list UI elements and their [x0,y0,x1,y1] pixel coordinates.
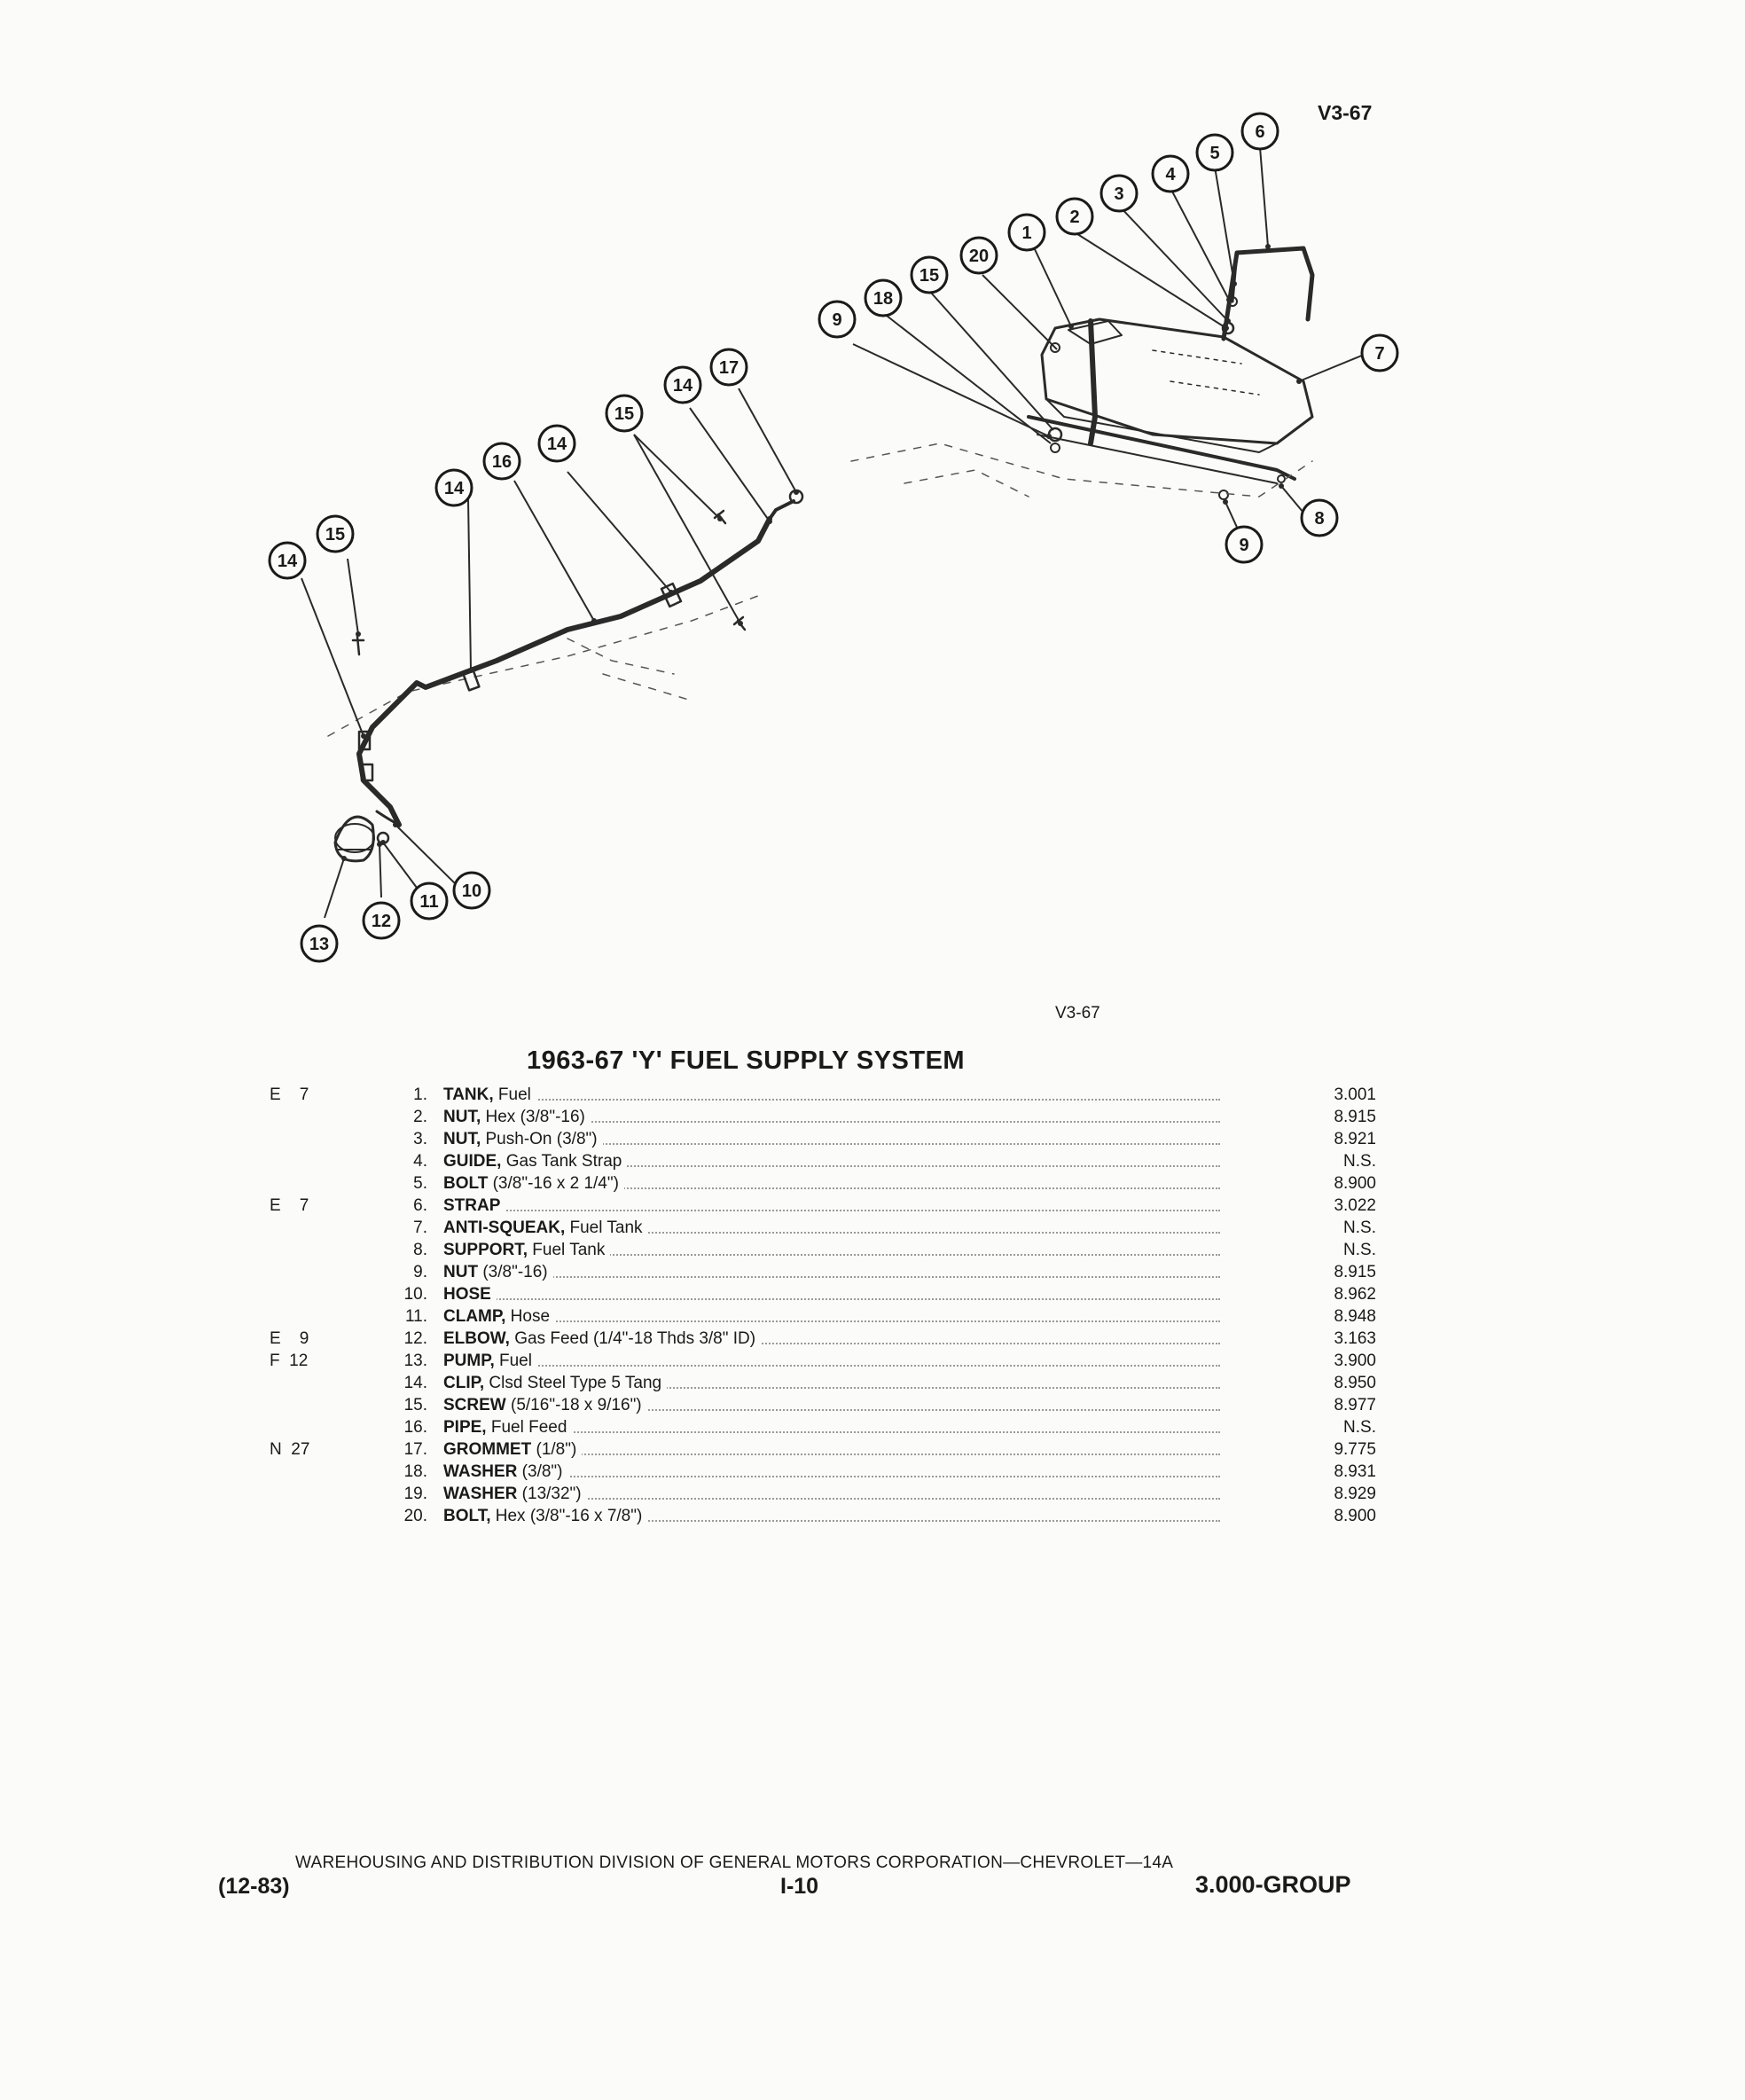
part-description [443,1305,1220,1328]
svg-text:14: 14 [277,552,298,571]
part-group-number: 3.001 [1334,1085,1376,1104]
svg-text:15: 15 [325,525,346,545]
part-row [0,1505,1745,1527]
part-row [0,1328,1745,1350]
part-name: TANK, [443,1085,494,1104]
part-detail: (3/8") [517,1462,563,1481]
part-number: 7. [413,1218,427,1237]
part-group-number: 8.921 [1334,1130,1376,1148]
part-detail: Fuel [493,1085,531,1104]
callout-18 [865,280,901,316]
fuel-tank-drawing [1029,248,1312,499]
part-name: SUPPORT, [443,1241,528,1259]
callout-1 [1009,215,1045,250]
part-group-number: 8.900 [1334,1174,1376,1193]
part-detail: (13/32") [517,1485,582,1503]
svg-text:14: 14 [546,435,567,454]
part-row [0,1195,1745,1217]
part-location-ref: E 7 [270,1196,309,1215]
svg-text:8: 8 [1314,509,1325,529]
page-title: 1963-67 'Y' FUEL SUPPLY SYSTEM [527,1046,966,1075]
part-description [443,1217,1220,1239]
part-description [443,1150,1220,1172]
callout-12 [364,903,399,938]
part-description [443,1505,1220,1527]
svg-text:13: 13 [309,935,330,954]
callout-14-a [270,543,305,578]
svg-text:17: 17 [718,358,739,378]
part-detail: Gas Tank Strap [501,1152,622,1171]
svg-text:15: 15 [919,266,940,286]
part-group-number: 8.950 [1334,1374,1376,1392]
part-number: 11. [404,1307,427,1326]
part-detail: Push-On (3/8") [481,1130,598,1148]
svg-text:20: 20 [968,247,990,266]
part-name: PIPE, [443,1418,487,1437]
part-group-number: 8.915 [1334,1263,1376,1281]
callout-4 [1153,156,1188,192]
part-name: WASHER [443,1485,518,1503]
svg-text:9: 9 [1239,536,1249,555]
part-name: NUT [443,1263,479,1281]
part-description [443,1483,1220,1505]
part-detail: Hex (3/8"-16 x 7/8") [490,1507,643,1525]
callout-14-d [665,367,700,403]
part-detail: Gas Feed (1/4"-18 Thds 3/8" ID) [509,1329,756,1348]
part-number: 9. [413,1263,427,1281]
part-detail: Hose [505,1307,551,1326]
callout-14-c [539,426,575,461]
svg-text:16: 16 [491,452,513,472]
part-number: 1. [413,1085,427,1104]
svg-text:2: 2 [1069,208,1080,227]
part-row [0,1438,1745,1461]
part-number: 4. [413,1152,427,1171]
part-description [443,1128,1220,1150]
part-number: 2. [413,1108,427,1126]
part-detail: Fuel [494,1352,532,1370]
part-description [443,1350,1220,1372]
svg-text:12: 12 [371,912,392,931]
part-name: BOLT [443,1174,489,1193]
illustration-code-top: V3-67 [1318,101,1373,124]
part-row [0,1394,1745,1416]
svg-text:10: 10 [461,882,482,901]
part-number: 17. [403,1440,427,1459]
part-name: BOLT, [443,1507,491,1525]
svg-text:14: 14 [443,479,465,498]
part-row [0,1172,1745,1195]
callout-14-b [436,470,472,505]
part-detail: Hex (3/8"-16) [481,1108,585,1126]
part-name: CLIP, [443,1374,485,1392]
part-name: PUMP, [443,1352,495,1370]
part-detail: Fuel Feed [486,1418,567,1437]
svg-text:11: 11 [419,892,439,912]
svg-text:1: 1 [1021,223,1032,243]
part-number: 16. [403,1418,427,1437]
part-location-ref: F 12 [270,1352,309,1370]
callout-8 [1302,500,1337,536]
callout-6 [1242,114,1278,149]
svg-text:7: 7 [1374,344,1385,364]
part-row [0,1350,1745,1372]
part-row [0,1283,1745,1305]
callout-13 [301,926,337,961]
part-row [0,1239,1745,1261]
part-number: 18. [403,1462,427,1481]
part-number: 12. [403,1329,427,1348]
part-row [0,1461,1745,1483]
part-group-number: N.S. [1343,1241,1376,1259]
callout-16 [484,443,520,479]
callout-11 [411,883,447,919]
part-description [443,1172,1220,1195]
part-group-number: 8.915 [1334,1108,1376,1126]
part-row [0,1305,1745,1328]
part-group-number: N.S. [1343,1418,1376,1437]
footer-page-number: I-10 [780,1874,819,1899]
part-row [0,1261,1745,1283]
part-description [443,1283,1220,1305]
part-number: 19. [403,1485,427,1503]
part-row [0,1106,1745,1128]
part-name: STRAP [443,1196,501,1215]
callout-7 [1362,335,1397,371]
part-name: NUT, [443,1130,481,1148]
footer-group: 3.000-GROUP [1195,1871,1351,1898]
svg-text:15: 15 [614,404,635,424]
part-row [0,1416,1745,1438]
callout-10 [454,873,489,908]
part-row [0,1372,1745,1394]
part-name: ELBOW, [443,1329,510,1348]
footer-date: (12-83) [218,1874,290,1899]
svg-text:9: 9 [832,310,842,330]
callout-2 [1057,199,1092,234]
part-number: 6. [413,1196,427,1215]
part-number: 3. [413,1130,427,1148]
part-description [443,1394,1220,1416]
callout-20 [961,238,997,273]
part-detail: Clsd Steel Type 5 Tang [484,1374,662,1392]
part-group-number: 3.900 [1334,1352,1376,1370]
part-detail: Fuel Tank [565,1218,643,1237]
part-number: 13. [403,1352,427,1370]
part-group-number: 8.962 [1334,1285,1376,1304]
part-description [443,1239,1220,1261]
part-description [443,1084,1220,1106]
callout-9-upper [819,302,855,337]
part-detail: Fuel Tank [528,1241,606,1259]
part-group-number: 8.977 [1334,1396,1376,1414]
part-number: 15. [403,1396,427,1414]
callout-15-b [606,396,642,431]
part-group-number: 8.900 [1334,1507,1376,1525]
fuel-feed-pipe-drawing [359,501,794,825]
part-description [443,1328,1220,1350]
part-detail: (3/8"-16) [478,1263,548,1281]
part-group-number: N.S. [1343,1152,1376,1171]
callout-5 [1197,135,1232,170]
fuel-pump-drawing [335,811,399,861]
part-row [0,1217,1745,1239]
part-location-ref: E 7 [270,1085,309,1104]
part-number: 10. [403,1285,427,1304]
svg-text:4: 4 [1165,165,1176,184]
part-description [443,1106,1220,1128]
part-group-number: 3.163 [1334,1329,1376,1348]
part-description [443,1461,1220,1483]
illustration-code: V3-67 [1055,1004,1100,1023]
part-row [0,1128,1745,1150]
part-detail: (3/8"-16 x 2 1/4") [488,1174,619,1193]
footer-division: WAREHOUSING AND DISTRIBUTION DIVISION OF GENERAL MOTORS CORPORATION—CHEVROLET—14A [295,1853,1174,1872]
callout-3 [1101,176,1137,211]
part-row [0,1150,1745,1172]
part-row [0,1084,1745,1106]
parts-list [0,1084,1745,1527]
callout-17 [711,349,747,385]
part-number: 20. [403,1507,427,1525]
part-name: HOSE [443,1285,491,1304]
svg-text:18: 18 [872,289,894,309]
svg-text:14: 14 [672,376,693,396]
part-name: ANTI-SQUEAK, [443,1218,566,1237]
part-description [443,1438,1220,1461]
svg-text:3: 3 [1114,184,1124,204]
part-name: SCREW [443,1396,506,1414]
part-name: NUT, [443,1108,481,1126]
part-name: WASHER [443,1462,518,1481]
svg-text:6: 6 [1255,122,1265,142]
part-name: CLAMP, [443,1307,506,1326]
part-description [443,1372,1220,1394]
part-number: 14. [403,1374,427,1392]
part-detail: (5/16"-18 x 9/16") [505,1396,642,1414]
svg-text:5: 5 [1209,144,1220,163]
part-group-number: 9.775 [1334,1440,1376,1459]
part-description [443,1195,1220,1217]
part-name: GROMMET [443,1440,532,1459]
part-group-number: N.S. [1343,1218,1376,1237]
part-group-number: 8.931 [1334,1462,1376,1481]
part-group-number: 8.929 [1334,1485,1376,1503]
part-number: 8. [413,1241,427,1259]
part-name: GUIDE, [443,1152,502,1171]
callout-9-lower [1226,527,1262,562]
fuel-system-diagram [0,0,1745,993]
part-location-ref: N 27 [270,1440,310,1459]
callout-15-c [912,257,947,293]
part-group-number: 8.948 [1334,1307,1376,1326]
part-number: 5. [413,1174,427,1193]
part-description [443,1261,1220,1283]
part-location-ref: E 9 [270,1329,309,1348]
part-row [0,1483,1745,1505]
part-group-number: 3.022 [1334,1196,1376,1215]
callout-15-a [317,516,353,552]
part-detail: (1/8") [531,1440,577,1459]
part-description [443,1416,1220,1438]
